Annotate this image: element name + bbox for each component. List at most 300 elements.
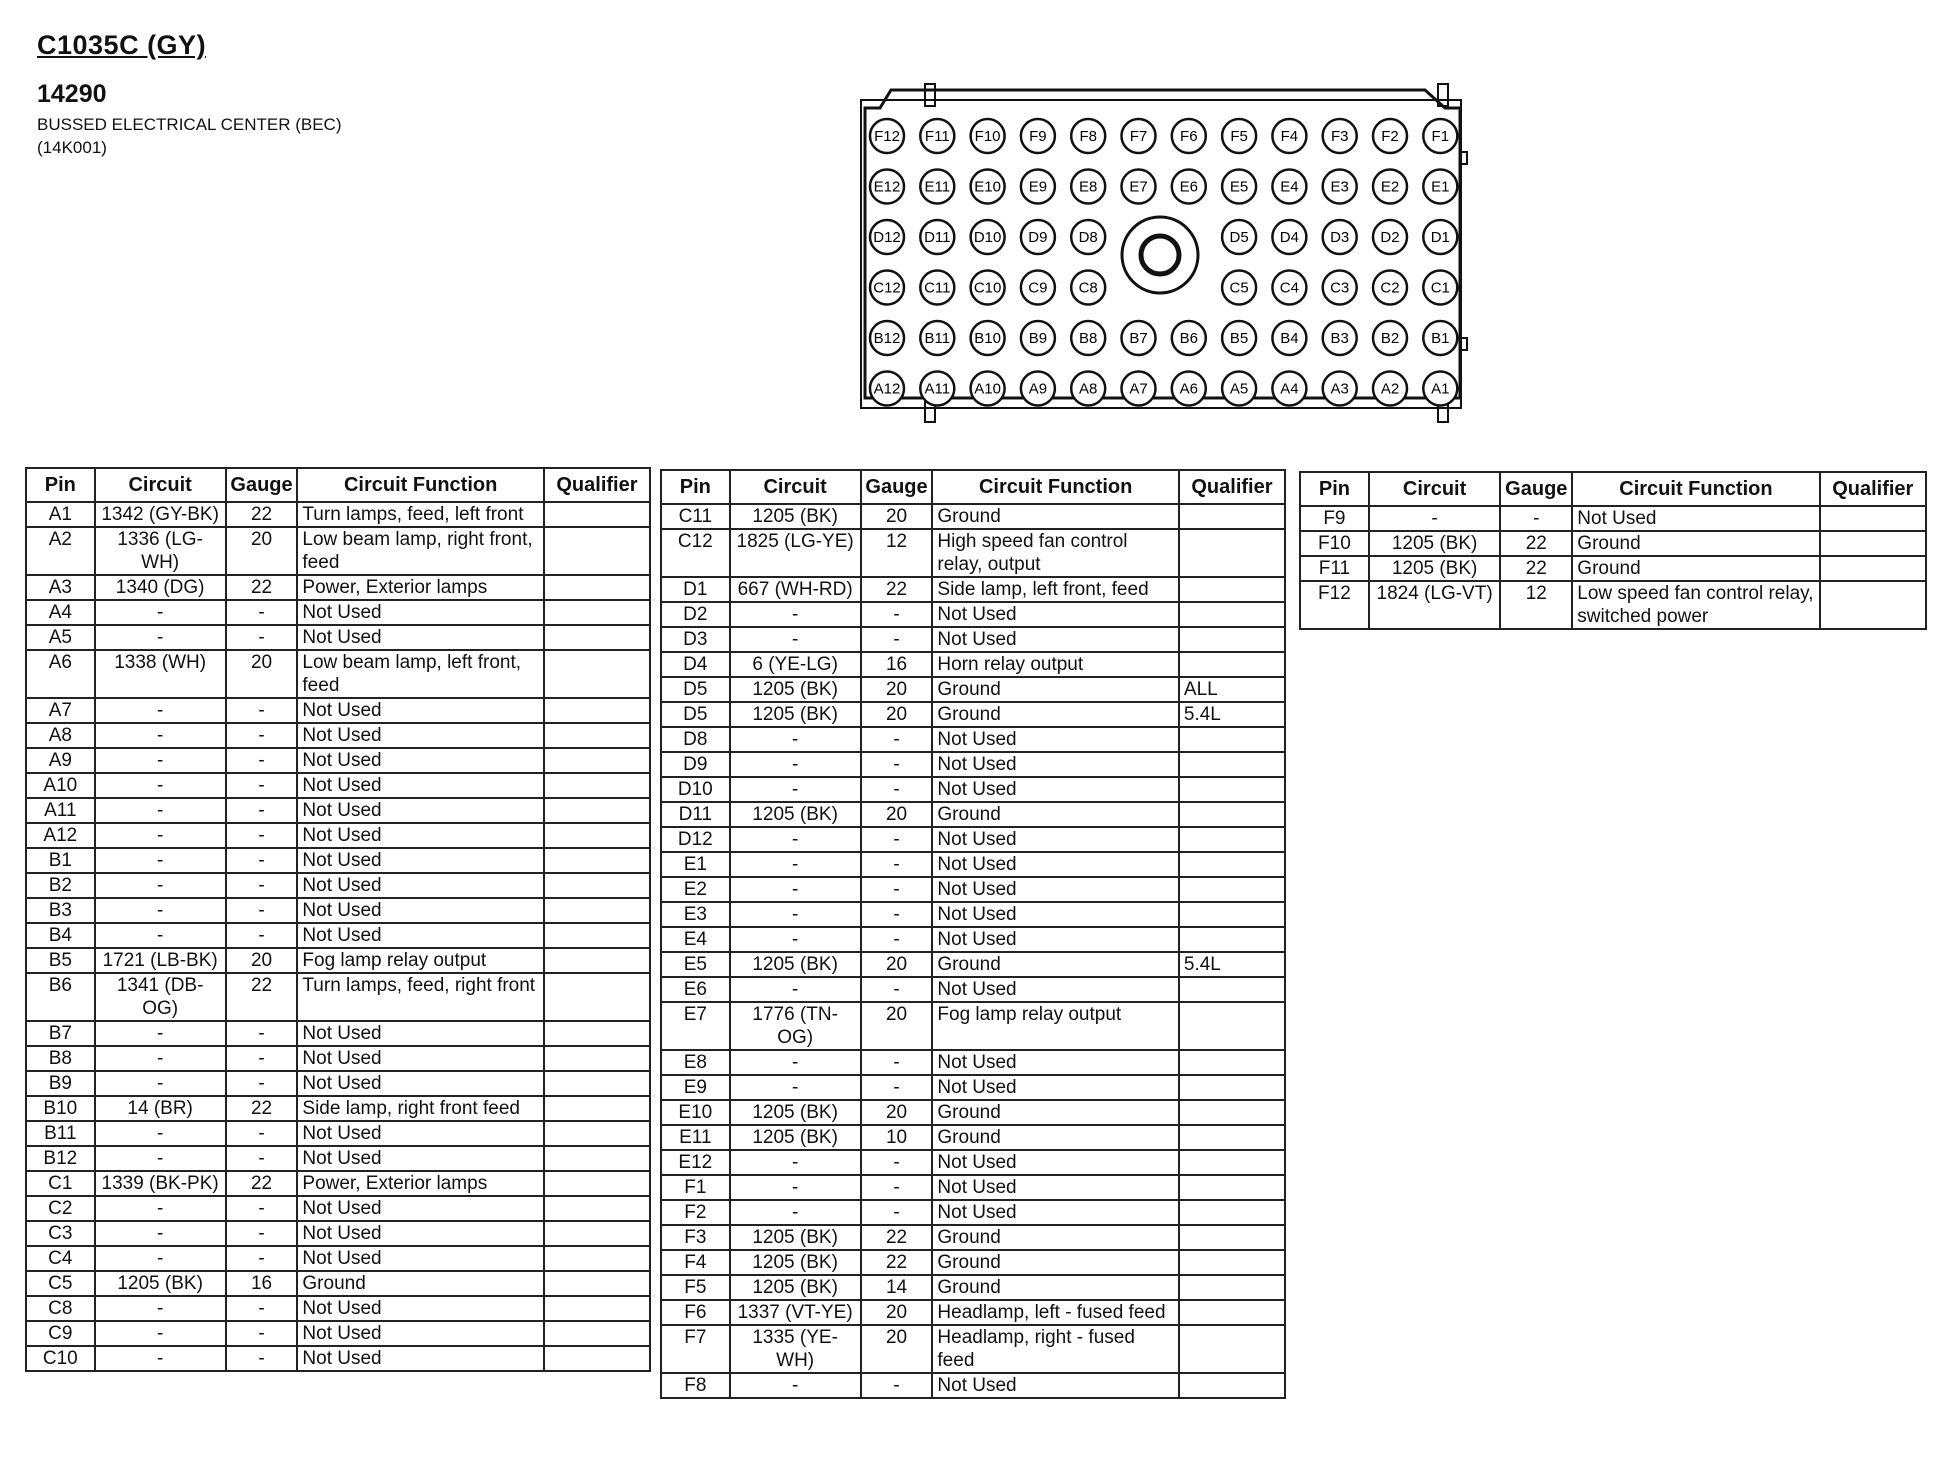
table-row [661, 1125, 1285, 1150]
pin-cell: B8 [26, 1046, 95, 1071]
qualifier-cell [544, 1096, 650, 1121]
qualifier-cell [544, 650, 650, 698]
circuit-cell: - [730, 1075, 861, 1100]
qualifier-cell [1820, 556, 1926, 581]
table-row [661, 852, 1285, 877]
gauge-cell: 20 [861, 1325, 933, 1373]
function-cell: Ground [932, 677, 1178, 702]
pin-cell: E12 [661, 1150, 730, 1175]
circuit-cell: - [730, 1050, 861, 1075]
qualifier-cell [544, 1146, 650, 1171]
pin-label: D1 [1430, 229, 1450, 246]
pin-label: A12 [873, 380, 901, 398]
gauge-cell: - [226, 923, 298, 948]
gauge-cell: - [861, 927, 933, 952]
circuit-cell: - [95, 873, 226, 898]
pin-label: A4 [1280, 380, 1299, 398]
table-row [26, 1221, 650, 1246]
circuit-cell: 1338 (WH) [95, 650, 226, 698]
circuit-cell: - [95, 723, 226, 748]
part-number: 14290 [37, 80, 107, 108]
circuit-cell: - [95, 898, 226, 923]
pin-cell: D11 [661, 802, 730, 827]
circuit-cell: 1205 (BK) [730, 1100, 861, 1125]
component-description [37, 113, 341, 159]
connector-pin [1373, 321, 1407, 355]
gauge-cell: 22 [226, 575, 298, 600]
circuit-cell: 1205 (BK) [730, 504, 861, 529]
gauge-cell: - [226, 1121, 298, 1146]
table-row [661, 977, 1285, 1002]
function-cell: Not Used [1572, 506, 1819, 531]
table-row [661, 1200, 1285, 1225]
connector-pin [1021, 321, 1055, 355]
connector-pin [1172, 170, 1206, 204]
circuit-cell: - [730, 877, 861, 902]
table-row [26, 798, 650, 823]
gauge-cell: - [226, 1021, 298, 1046]
pin-cell: C11 [661, 504, 730, 529]
connector-pin [971, 119, 1005, 153]
pin-label: F10 [974, 128, 1001, 145]
connector-pin [1071, 119, 1105, 153]
circuit-cell: 1340 (DG) [95, 575, 226, 600]
pin-cell: F8 [661, 1373, 730, 1398]
connector-pin [920, 119, 954, 153]
pin-cell: C2 [26, 1196, 95, 1221]
gauge-cell: - [861, 852, 933, 877]
qualifier-cell [544, 973, 650, 1021]
pin-cell: B3 [26, 898, 95, 923]
function-cell: Headlamp, right - fused feed [932, 1325, 1178, 1373]
table-row [661, 902, 1285, 927]
circuit-cell: - [95, 1246, 226, 1271]
table-row [661, 1325, 1285, 1373]
pin-label: C5 [1229, 279, 1249, 297]
gauge-cell: - [861, 1075, 933, 1100]
qualifier-cell [1179, 1100, 1285, 1125]
function-cell: Not Used [297, 823, 543, 848]
connector-pin [1222, 119, 1256, 153]
gauge-cell: 20 [861, 1002, 933, 1050]
function-cell: Not Used [297, 1121, 543, 1146]
gauge-cell: 22 [226, 973, 298, 1021]
circuit-cell: 1205 (BK) [730, 802, 861, 827]
connector-pin [870, 119, 904, 153]
table-row [26, 1071, 650, 1096]
pin-cell: B7 [26, 1021, 95, 1046]
circuit-cell: - [95, 848, 226, 873]
gauge-cell: - [861, 877, 933, 902]
connector-pin [1373, 372, 1407, 406]
table-row [26, 698, 650, 723]
connector-pin [1021, 271, 1055, 305]
pin-label: A11 [924, 380, 951, 398]
table-row [26, 1271, 650, 1296]
table-row [661, 1100, 1285, 1125]
table-row [661, 752, 1285, 777]
circuit-function-header: Circuit Function [932, 470, 1178, 504]
pin-cell: D1 [661, 577, 730, 602]
function-cell: Ground [932, 1225, 1178, 1250]
table-row [26, 600, 650, 625]
qualifier-cell [1179, 652, 1285, 677]
table-row [26, 1096, 650, 1121]
function-cell: Side lamp, right front feed [297, 1096, 543, 1121]
pin-cell: E2 [661, 877, 730, 902]
connector-pin [1172, 119, 1206, 153]
gauge-cell: 20 [861, 1100, 933, 1125]
qualifier-cell [544, 1171, 650, 1196]
qualifier-cell [544, 748, 650, 773]
connector-pin [1021, 220, 1055, 254]
circuit-cell: 6 (YE-LG) [730, 652, 861, 677]
circuit-cell: - [730, 727, 861, 752]
gauge-cell: 20 [226, 527, 298, 575]
function-cell: Low speed fan control relay, switched power [1572, 581, 1819, 629]
pin-label: F8 [1079, 128, 1097, 145]
function-cell: Fog lamp relay output [932, 1002, 1178, 1050]
pin-label: B10 [974, 330, 1001, 347]
qualifier-cell [1179, 577, 1285, 602]
table-row [26, 575, 650, 600]
gauge-cell: - [226, 1346, 298, 1371]
circuit-header: Circuit [95, 468, 226, 502]
pin-label: F12 [874, 128, 900, 145]
pin-label: E5 [1229, 178, 1249, 196]
circuit-cell: 1205 (BK) [730, 1125, 861, 1150]
gauge-cell: 20 [226, 650, 298, 698]
connector-pin [1071, 321, 1105, 355]
circuit-cell: - [730, 1175, 861, 1200]
pin-cell: F5 [661, 1275, 730, 1300]
function-cell: Not Used [932, 1075, 1178, 1100]
pin-cell: A11 [26, 798, 95, 823]
gauge-cell: 16 [861, 652, 933, 677]
connector-pin [1071, 271, 1105, 305]
pin-cell: A12 [26, 823, 95, 848]
pin-cell: E8 [661, 1050, 730, 1075]
function-cell: Not Used [297, 1071, 543, 1096]
table-row [661, 1050, 1285, 1075]
qualifier-cell [1179, 602, 1285, 627]
gauge-cell: - [226, 1246, 298, 1271]
pin-label: B6 [1179, 330, 1198, 347]
connector-pin [1222, 170, 1256, 204]
table-row [26, 773, 650, 798]
gauge-cell: - [861, 827, 933, 852]
function-cell: Horn relay output [932, 652, 1178, 677]
function-cell: Not Used [297, 848, 543, 873]
function-cell: Power, Exterior lamps [297, 575, 543, 600]
table-row [1300, 506, 1926, 531]
circuit-cell: - [1369, 506, 1500, 531]
function-cell: Not Used [297, 773, 543, 798]
pin-cell: D10 [661, 777, 730, 802]
pin-cell: D5 [661, 702, 730, 727]
pin-label: F6 [1180, 128, 1198, 145]
pin-cell: F7 [661, 1325, 730, 1373]
function-cell: Not Used [932, 827, 1178, 852]
table-row [26, 625, 650, 650]
pin-cell: F10 [1300, 531, 1369, 556]
function-cell: Not Used [932, 1175, 1178, 1200]
circuit-cell: 1342 (GY-BK) [95, 502, 226, 527]
pin-cell: B1 [26, 848, 95, 873]
gauge-cell: - [861, 977, 933, 1002]
function-cell: Side lamp, left front, feed [932, 577, 1178, 602]
pin-label: E4 [1280, 178, 1299, 196]
pin-label: F7 [1129, 128, 1148, 145]
connector-pin [971, 170, 1005, 204]
pin-cell: D8 [661, 727, 730, 752]
description-line-2: (14K001) [37, 138, 107, 157]
pin-label: E6 [1179, 178, 1198, 196]
pin-cell: A2 [26, 527, 95, 575]
pin-cell: C12 [661, 529, 730, 577]
table-row [661, 677, 1285, 702]
pin-label: C12 [873, 279, 901, 297]
pin-label: F9 [1029, 128, 1047, 145]
connector-pin [1423, 170, 1457, 204]
pin-cell: E7 [661, 1002, 730, 1050]
description-line-1: BUSSED ELECTRICAL CENTER (BEC) [37, 115, 342, 134]
function-cell: Not Used [932, 852, 1178, 877]
table-row [26, 1346, 650, 1371]
table-header-row [661, 470, 1285, 504]
table-row [661, 702, 1285, 727]
gauge-cell: - [1500, 506, 1572, 531]
qualifier-cell [544, 1346, 650, 1371]
pin-cell: E1 [661, 852, 730, 877]
function-cell: Ground [932, 702, 1178, 727]
pin-label: B2 [1380, 330, 1400, 347]
table-row [26, 1321, 650, 1346]
circuit-cell: - [95, 600, 226, 625]
pin-header: Pin [1300, 472, 1369, 506]
table-row [661, 877, 1285, 902]
pin-cell: B12 [26, 1146, 95, 1171]
pin-cell: F3 [661, 1225, 730, 1250]
connector-pin [1222, 372, 1256, 406]
table-row [661, 927, 1285, 952]
table-row [26, 1021, 650, 1046]
qualifier-cell [544, 1021, 650, 1046]
pin-label: C4 [1279, 279, 1299, 297]
circuit-header: Circuit [1369, 472, 1500, 506]
pin-cell: B9 [26, 1071, 95, 1096]
gauge-cell: - [226, 1146, 298, 1171]
function-cell: Not Used [297, 898, 543, 923]
qualifier-cell [1179, 1300, 1285, 1325]
table-row [26, 873, 650, 898]
pin-label: E8 [1079, 178, 1098, 196]
connector-face-svg [855, 80, 1475, 430]
qualifier-cell [1179, 1325, 1285, 1373]
pin-cell: A3 [26, 575, 95, 600]
circuit-cell: - [95, 798, 226, 823]
function-cell: Not Used [297, 1346, 543, 1371]
table-row [26, 1146, 650, 1171]
function-cell: Ground [932, 1125, 1178, 1150]
pin-cell: B5 [26, 948, 95, 973]
qualifier-cell [1179, 902, 1285, 927]
circuit-cell: 1205 (BK) [730, 1275, 861, 1300]
pin-cell: E5 [661, 952, 730, 977]
qualifier-cell [544, 1321, 650, 1346]
gauge-cell: 16 [226, 1271, 298, 1296]
function-cell: Ground [1572, 556, 1819, 581]
qualifier-cell [1179, 1250, 1285, 1275]
pin-cell: C4 [26, 1246, 95, 1271]
function-cell: Not Used [932, 752, 1178, 777]
gauge-cell: - [226, 1221, 298, 1246]
gauge-cell: - [226, 773, 298, 798]
circuit-cell: 1205 (BK) [730, 952, 861, 977]
qualifier-cell [544, 1271, 650, 1296]
pin-cell: B2 [26, 873, 95, 898]
function-cell: Not Used [297, 1221, 543, 1246]
qualifier-cell [1179, 1275, 1285, 1300]
gauge-cell: 22 [1500, 556, 1572, 581]
gauge-cell: 22 [861, 1225, 933, 1250]
circuit-cell: - [95, 1146, 226, 1171]
qualifier-cell [544, 502, 650, 527]
connector-pin [920, 170, 954, 204]
qualifier-cell [544, 1296, 650, 1321]
circuit-cell: - [730, 752, 861, 777]
gauge-cell: - [226, 1046, 298, 1071]
function-cell: Not Used [297, 1021, 543, 1046]
circuit-cell: - [95, 1346, 226, 1371]
gauge-header: Gauge [226, 468, 298, 502]
function-cell: Ground [932, 1100, 1178, 1125]
circuit-cell: - [95, 1221, 226, 1246]
connector-pin [1071, 220, 1105, 254]
pin-label: A7 [1129, 380, 1148, 398]
circuit-cell: - [95, 1071, 226, 1096]
gauge-cell: 14 [861, 1275, 933, 1300]
pin-cell: D9 [661, 752, 730, 777]
pin-cell: C10 [26, 1346, 95, 1371]
gauge-cell: - [226, 848, 298, 873]
pin-label: E2 [1380, 178, 1400, 196]
circuit-cell: 667 (WH-RD) [730, 577, 861, 602]
circuit-cell: - [95, 748, 226, 773]
gauge-cell: - [226, 748, 298, 773]
table-row [26, 1121, 650, 1146]
circuit-cell: - [730, 827, 861, 852]
gauge-cell: 22 [226, 1171, 298, 1196]
pin-label: C10 [973, 279, 1002, 297]
pin-label: F11 [924, 128, 950, 145]
qualifier-cell [1179, 802, 1285, 827]
qualifier-cell [1179, 1150, 1285, 1175]
function-cell: Not Used [932, 877, 1178, 902]
pin-cell: C3 [26, 1221, 95, 1246]
circuit-cell: - [95, 773, 226, 798]
connector-pin [870, 170, 904, 204]
pin-cell: F6 [661, 1300, 730, 1325]
pin-cell: A6 [26, 650, 95, 698]
qualifier-cell [1179, 777, 1285, 802]
table-row [661, 1373, 1285, 1398]
qualifier-cell [1820, 531, 1926, 556]
function-cell: Power, Exterior lamps [297, 1171, 543, 1196]
circuit-cell: - [730, 852, 861, 877]
function-cell: High speed fan control relay, output [932, 529, 1178, 577]
connector-pin [1423, 321, 1457, 355]
connector-pin [1272, 170, 1306, 204]
qualifier-cell [1179, 1050, 1285, 1075]
connector-pin [1323, 321, 1357, 355]
pin-label: D11 [924, 229, 951, 246]
table-row [26, 502, 650, 527]
pin-label: B11 [924, 330, 951, 347]
pin-label: B12 [873, 330, 901, 347]
gauge-cell: 22 [226, 502, 298, 527]
table-row [26, 1171, 650, 1196]
pin-label: B9 [1028, 330, 1048, 347]
center-bolt-outer [1122, 217, 1198, 293]
qualifier-cell [544, 625, 650, 650]
gauge-header: Gauge [861, 470, 933, 504]
pin-label: F2 [1381, 128, 1399, 145]
connector-pin [1323, 170, 1357, 204]
connector-pin [920, 271, 954, 305]
table-row [661, 1175, 1285, 1200]
function-cell: Ground [932, 504, 1178, 529]
gauge-cell: 20 [861, 1300, 933, 1325]
connector-pin [870, 220, 904, 254]
pin-cell: F1 [661, 1175, 730, 1200]
gauge-cell: 22 [861, 1250, 933, 1275]
connector-pin [1272, 372, 1306, 406]
function-cell: Ground [932, 802, 1178, 827]
connector-pin [1323, 220, 1357, 254]
circuit-cell: - [95, 823, 226, 848]
pin-cell: B6 [26, 973, 95, 1021]
qualifier-cell [544, 923, 650, 948]
circuit-cell: - [730, 1150, 861, 1175]
pin-label: F1 [1431, 128, 1450, 145]
table-row [661, 802, 1285, 827]
pin-label: B4 [1280, 330, 1299, 347]
qualifier-cell [1820, 581, 1926, 629]
gauge-cell: 20 [226, 948, 298, 973]
gauge-cell: 20 [861, 952, 933, 977]
connector-pin [1323, 271, 1357, 305]
pin-label: D5 [1229, 229, 1249, 246]
pin-cell: A9 [26, 748, 95, 773]
gauge-cell: - [226, 823, 298, 848]
table-row [26, 723, 650, 748]
gauge-cell: 20 [861, 504, 933, 529]
circuit-cell: - [95, 1196, 226, 1221]
function-cell: Not Used [297, 698, 543, 723]
pin-label: E3 [1330, 178, 1349, 196]
table-row [661, 652, 1285, 677]
gauge-cell: - [226, 723, 298, 748]
circuit-cell: - [730, 902, 861, 927]
pin-label: D12 [873, 229, 901, 246]
qualifier-cell [1179, 1125, 1285, 1150]
table-row [1300, 531, 1926, 556]
pin-label: A2 [1380, 380, 1400, 398]
pin-label: A1 [1431, 380, 1450, 398]
qualifier-cell [544, 798, 650, 823]
function-cell: Fog lamp relay output [297, 948, 543, 973]
